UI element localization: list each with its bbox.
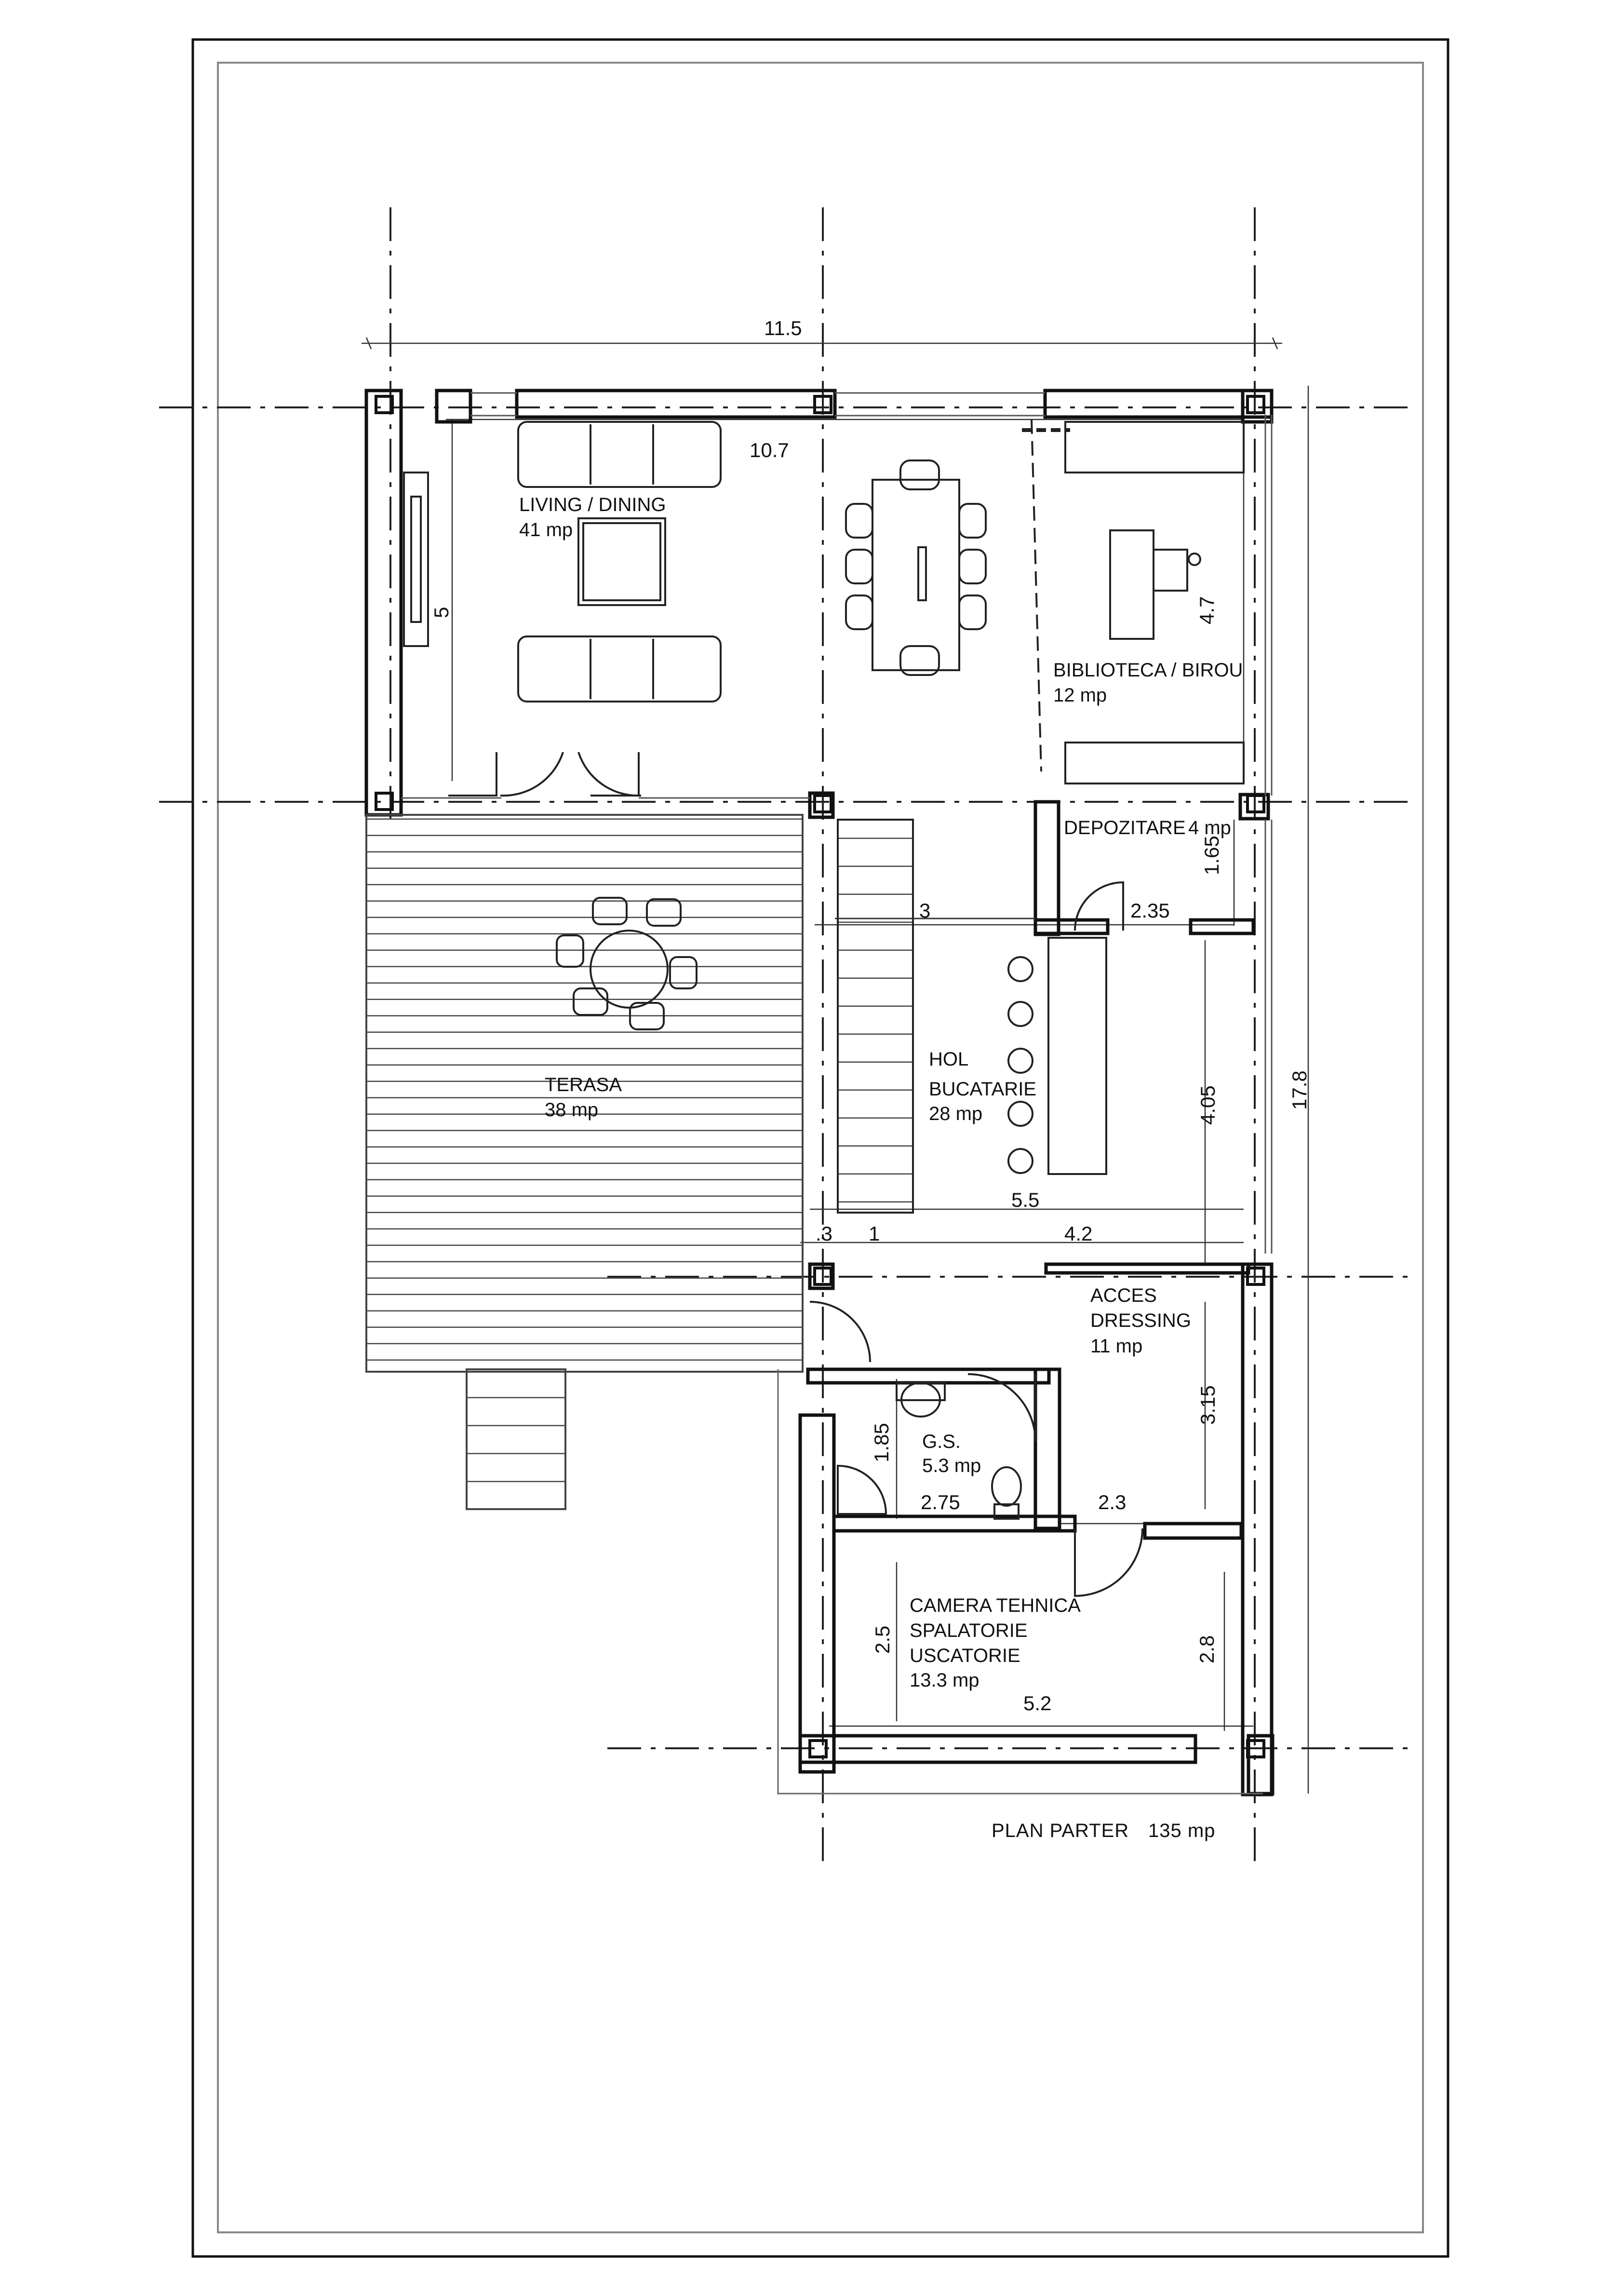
- room-living-area: 41 mp: [519, 519, 573, 540]
- room-wc-name: G.S.: [922, 1431, 961, 1452]
- room-dressing-name-2: DRESSING: [1090, 1310, 1191, 1331]
- dim-library-depth: 4.7: [1195, 596, 1218, 624]
- plan-total-area: 135 mp: [1148, 1820, 1216, 1841]
- dim-stair-gap: .3: [816, 1222, 833, 1245]
- room-living-name: LIVING / DINING: [519, 494, 666, 515]
- dim-living-width: 10.7: [750, 439, 789, 461]
- interior-stair: [835, 820, 1035, 1213]
- dim-tech-depth-right: 2.8: [1195, 1635, 1218, 1663]
- dim-storage-width: 2.35: [1130, 899, 1170, 922]
- room-hall-area: 28 mp: [929, 1103, 983, 1124]
- dim-kitchen-depth: 4.05: [1196, 1085, 1219, 1125]
- room-dressing-name-1: ACCES: [1090, 1285, 1157, 1306]
- kitchen-furniture: [1008, 882, 1123, 1174]
- plan-title: [992, 1820, 1215, 1841]
- dim-wc-width: 2.75: [921, 1491, 960, 1513]
- dim-overall-width: 11.5: [764, 317, 802, 339]
- plan-title-text: PLAN PARTER: [992, 1820, 1129, 1841]
- room-tech-name-2: SPALATORIE: [910, 1620, 1028, 1641]
- room-dressing-area: 11 mp: [1090, 1336, 1143, 1357]
- dim-dressing-width: 4.2: [1064, 1222, 1093, 1245]
- room-tech-name-3: USCATORIE: [910, 1645, 1020, 1666]
- room-library-name: BIBLIOTECA / BIROU: [1053, 660, 1243, 681]
- annex-outline: [778, 1369, 1263, 1794]
- dim-dressing-lower: 2.3: [1098, 1491, 1127, 1513]
- dim-hall-span: 3: [919, 899, 931, 922]
- room-wc-area: 5.3 mp: [922, 1455, 981, 1476]
- room-tech-name-1: CAMERA TEHNICA: [910, 1595, 1081, 1616]
- dim-hall-width: 5.5: [1011, 1189, 1040, 1211]
- dim-storage-depth: 1.65: [1200, 836, 1223, 875]
- dim-dressing-depth: 3.15: [1196, 1385, 1219, 1425]
- room-storage-area: 4 mp: [1188, 817, 1231, 838]
- living-furniture: [404, 422, 986, 796]
- room-storage-name: DEPOZITARE: [1064, 817, 1186, 838]
- room-hall-name-2: BUCATARIE: [929, 1079, 1036, 1100]
- room-hall-name-1: HOL: [929, 1049, 969, 1070]
- dim-tech-width: 5.2: [1023, 1692, 1052, 1715]
- terrace-deck: [366, 815, 803, 1509]
- dim-tech-depth-left: 2.5: [871, 1625, 894, 1654]
- room-tech-area: 13.3 mp: [910, 1670, 979, 1691]
- dim-wc-depth: 1.85: [870, 1423, 893, 1462]
- room-terrace-area: 38 mp: [545, 1099, 599, 1121]
- dim-living-depth: 5: [430, 607, 453, 618]
- room-library-area: 12 mp: [1053, 685, 1107, 706]
- dim-overall-depth: 17.8: [1288, 1070, 1311, 1110]
- room-terrace-name: TERASA: [545, 1074, 622, 1095]
- dim-stair-width: 1: [869, 1222, 880, 1245]
